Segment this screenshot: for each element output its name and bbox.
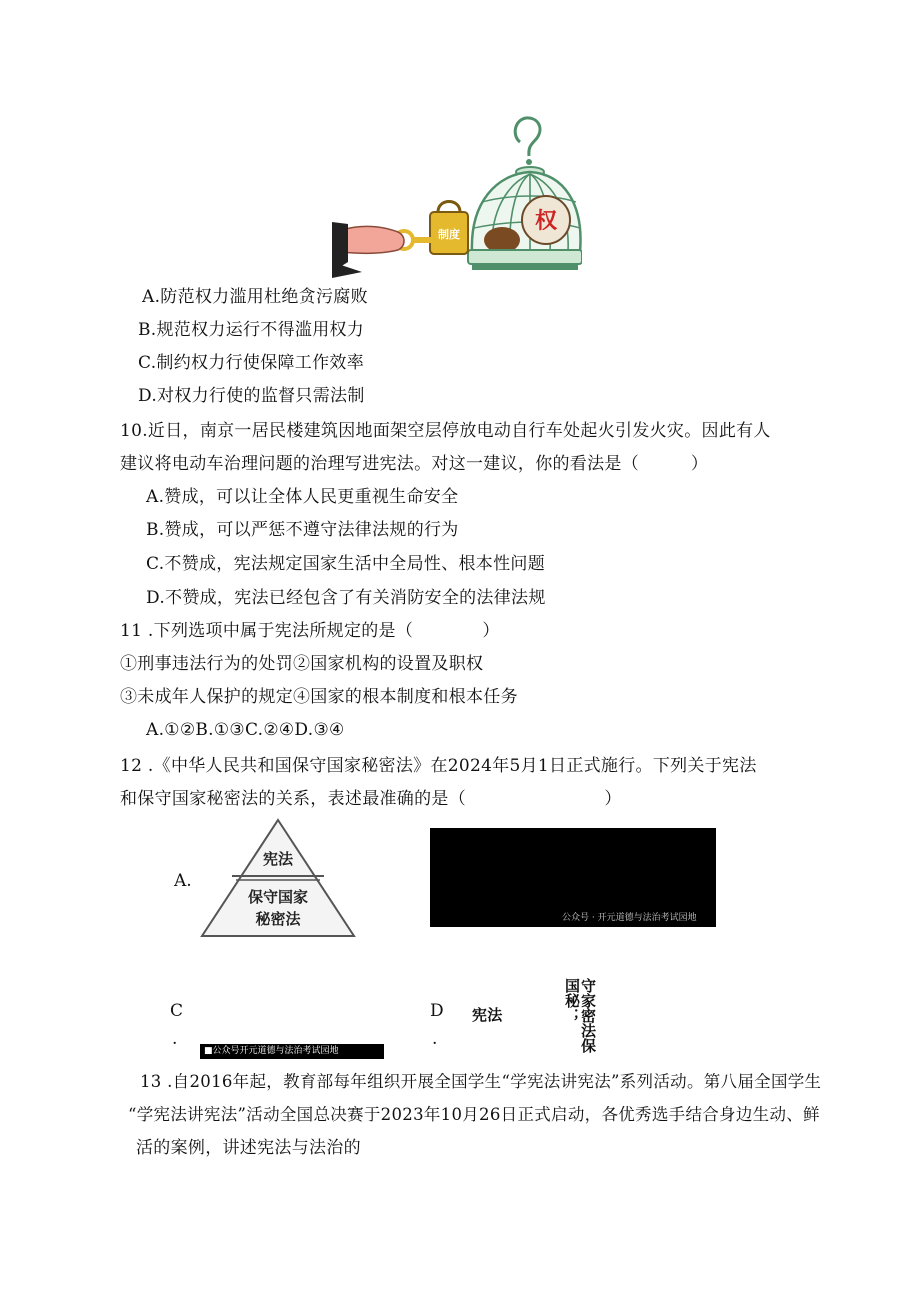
q12-pyramid-top-label: 宪法 <box>262 850 293 868</box>
q13-stem-line-1: 13 .自2016年起，教育部每年组织开展全国学生“学宪法讲宪法”系列活动。第八届全国学生 <box>140 1072 822 1091</box>
q10-option-c: C.不赞成，宪法规定国家生活中全局性、根本性问题 <box>146 554 546 574</box>
q9-option-d: D.对权力行使的监督只需法制 <box>138 386 365 406</box>
q12-pyramid-bottom-label-2: 秘密法 <box>255 910 301 928</box>
cartoon-illustration <box>332 112 582 278</box>
q12-option-d-left-label: 宪法 <box>472 1006 503 1024</box>
q13-stem-line-3: 活的案例，讲述宪法与法治的 <box>136 1138 361 1158</box>
q12-option-d-dot: . <box>432 1029 438 1049</box>
q12-option-d-letter: D <box>430 1001 444 1021</box>
q11-items-2: ③未成年人保护的规定④国家的根本制度和根本任务 <box>120 687 518 707</box>
q9-option-a: A.防范权力滥用杜绝贪污腐败 <box>142 287 368 307</box>
q11-stem: 11 .下列选项中属于宪法所规定的是（ ） <box>120 621 500 641</box>
q10-option-d: D.不赞成，宪法已经包含了有关消防安全的法律法规 <box>146 588 546 608</box>
ball-label: 权 <box>534 209 558 234</box>
q13-stem-line-2: “学宪法讲宪法”活动全国总决赛于2023年10月26日正式启动，各优秀选手结合身边生动、鲜 <box>128 1105 820 1124</box>
q10-stem-line-2: 建议将电动车治理问题的治理写进宪法。对这一建议，你的看法是（ ） <box>120 454 709 474</box>
q12-option-c-dot: . <box>172 1029 178 1049</box>
q12-pyramid-bottom-label-1: 保守国家 <box>247 888 308 906</box>
q10-option-b: B.赞成，可以严惩不遵守法律法规的行为 <box>146 520 459 540</box>
lock-label: 制度 <box>438 228 460 241</box>
q11-items-1: ①刑事违法行为的处罚②国家机构的设置及职权 <box>120 654 484 674</box>
q9-option-c: C.制约权力行使保障工作效率 <box>138 353 365 373</box>
q9-option-b: B.规范权力运行不得滥用权力 <box>138 320 365 340</box>
q12-option-b-watermark: 公众号 · 开元道德与法治考试园地 <box>562 913 697 923</box>
q11-options: A.①②B.①③C.②④D.③④ <box>146 720 345 740</box>
q12-option-a-letter: A. <box>174 871 192 891</box>
q10-option-a: A.赞成，可以让全体人民更重视生命安全 <box>146 487 459 507</box>
q12-stem-line-2: 和保守国家秘密法的关系，表述最准确的是（ ） <box>120 789 622 809</box>
q12-stem-line-1: 12 .《中华人民共和国保守国家秘密法》在2024年5月1日正式施行。下列关于宪法 <box>120 756 757 776</box>
q12-option-c-letter: C <box>170 1001 184 1021</box>
q12-option-c-watermark: ■公众号开元道德与法治考试园地 <box>200 1044 384 1059</box>
q12-option-d-right-label: 守家密法保国秘； <box>563 978 597 1053</box>
q10-stem-line-1: 10.近日，南京一居民楼建筑因地面架空层停放电动自行车处起火引发火灾。因此有人 <box>120 421 771 441</box>
